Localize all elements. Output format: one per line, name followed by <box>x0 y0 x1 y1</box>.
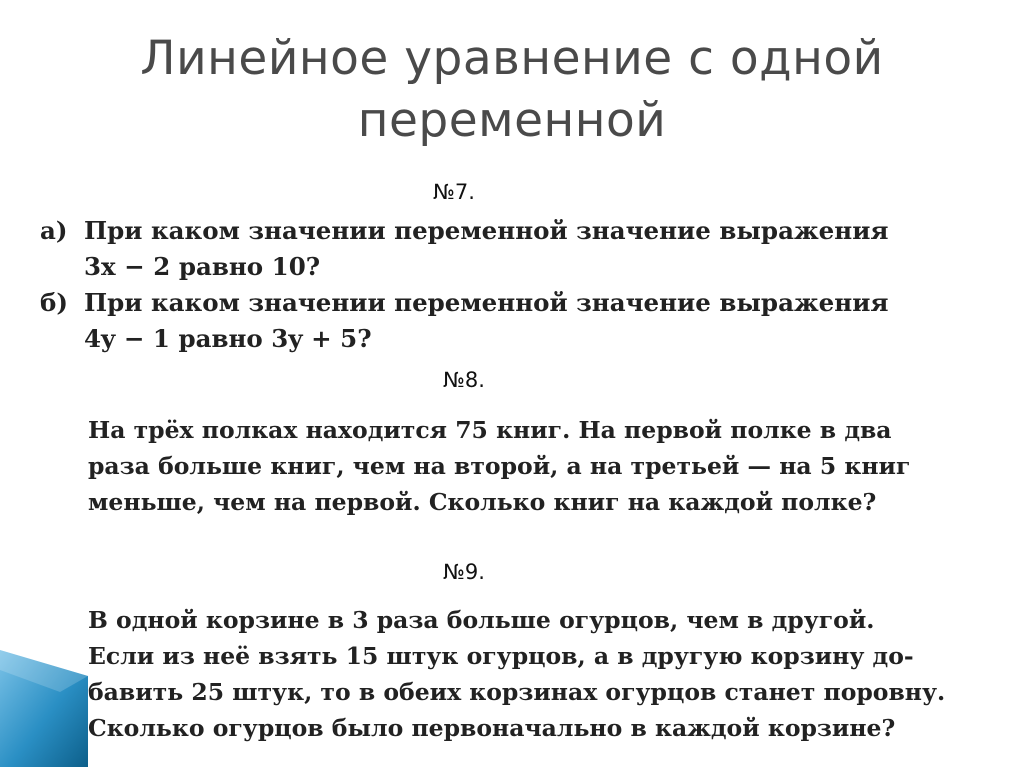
task-8-line-3: меньше, чем на первой. Сколько книг на каждой полке? <box>88 488 877 516</box>
slide-title <box>0 28 1024 152</box>
slide-title-line-2: переменной <box>357 93 667 148</box>
task-9-line-3: бавить 25 штук, то в обеих корзинах огурцов станет поровну. <box>88 678 946 706</box>
task-7-body <box>40 213 970 357</box>
task-8-line-2: раза больше книг, чем на второй, а на третьей — на 5 книг <box>88 452 911 480</box>
task-7b-text-1: При каком значении переменной значение выражения <box>84 288 889 317</box>
task-8-number: №8. <box>443 368 485 392</box>
task-8-body <box>88 412 910 520</box>
task-7a-text-1: При каком значении переменной значение выражения <box>84 216 889 245</box>
task-8-line-1: На трёх полках находится 75 книг. На первой полке в два <box>88 416 892 444</box>
task-7b-line-1 <box>40 285 970 321</box>
task-7a-line-2 <box>40 249 970 285</box>
task-9-line-1: В одной корзине в 3 раза больше огурцов, чем в другой. <box>88 606 875 634</box>
task-9-line-4: Сколько огурцов было первоначально в каждой корзине? <box>88 714 896 742</box>
task-9-line-2: Если из неё взять 15 штук огурцов, а в другую корзину до- <box>88 642 914 670</box>
task-9-body <box>88 602 945 746</box>
task-7a-line-1 <box>40 213 970 249</box>
task-7b-label: б) <box>40 288 68 317</box>
task-7-number: №7. <box>433 180 475 204</box>
slide-title-line-1: Линейное уравнение с одной <box>140 31 884 86</box>
task-7a-text-2: 3x − 2 равно 10? <box>84 252 321 281</box>
task-9-number: №9. <box>443 560 485 584</box>
task-7a-label: а) <box>40 216 68 245</box>
decorative-corner-shape <box>0 640 90 767</box>
task-7b-line-2 <box>40 321 970 357</box>
task-7b-text-2: 4y − 1 равно 3y + 5? <box>84 324 372 353</box>
